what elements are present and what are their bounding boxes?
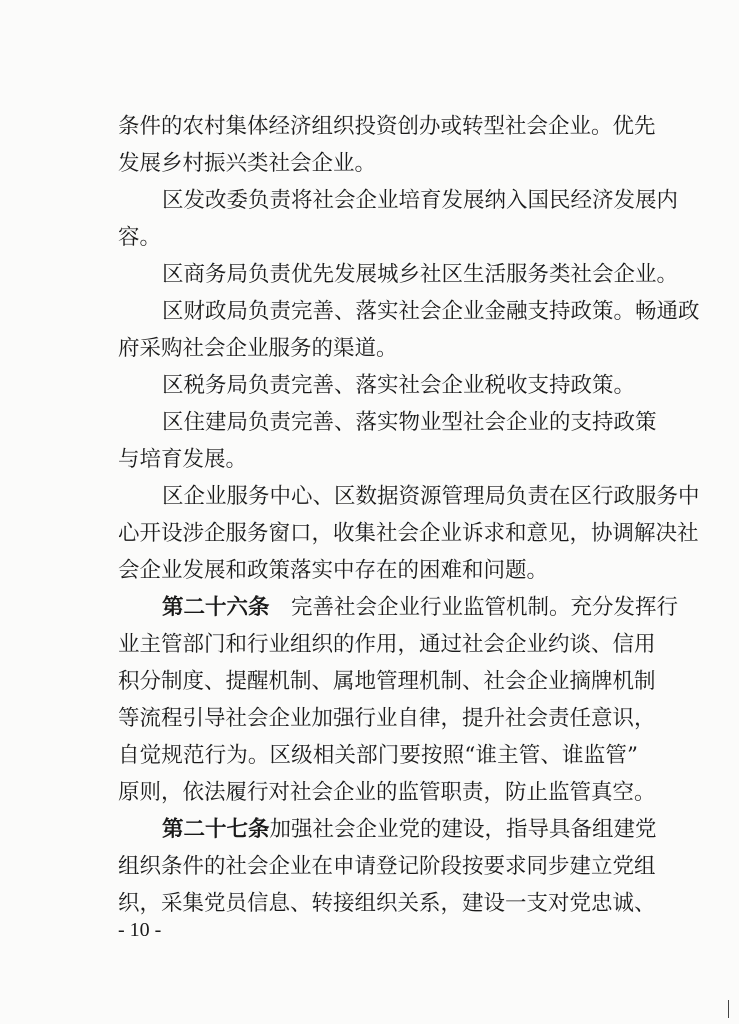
text-line-6: 区财政局负责完善、落实社会企业金融支持政策。畅通政 — [162, 299, 700, 324]
text-line-22: 织，采集党员信息、转接组织关系，建设一支对党忠诚、 — [118, 891, 656, 916]
text-line-9: 区住建局负责完善、落实物业型社会企业的支持政策 — [162, 410, 657, 435]
scan-edge-mark — [728, 1000, 729, 1018]
text-line-15: 业主管部门和行业组织的作用，通过社会企业约谈、信用 — [118, 632, 656, 657]
text-line-1: 条件的农村集体经济组织投资创办或转型社会企业。优先 — [118, 114, 656, 139]
text-line-18: 自觉规范行为。区级相关部门要按照“谁主管、谁监管” — [118, 743, 638, 768]
page-number: - 10 - — [118, 919, 162, 941]
article-27-text: 加强社会企业党的建设，指导具备组建党 — [269, 817, 657, 842]
text-line-2: 发展乡村振兴类社会企业。 — [118, 151, 377, 176]
text-line-16: 积分制度、提醒机制、属地管理机制、社会企业摘牌机制 — [118, 669, 656, 694]
text-line-11: 区企业服务中心、区数据资源管理局负责在区行政服务中 — [162, 484, 700, 509]
text-line-13: 会企业发展和政策落实中存在的困难和问题。 — [118, 558, 549, 583]
article-26-text: 完善社会企业行业监管机制。充分发挥行 — [291, 595, 679, 620]
article-26-line — [162, 593, 679, 623]
article-26-heading: 第二十六条 — [162, 595, 270, 620]
text-line-12: 心开设涉企服务窗口，收集社会企业诉求和意见，协调解决社 — [118, 521, 699, 546]
text-line-19: 原则，依法履行对社会企业的监管职责，防止监管真空。 — [118, 780, 656, 805]
text-line-21: 组织条件的社会企业在申请登记阶段按要求同步建立党组 — [118, 854, 656, 879]
text-line-4: 容。 — [118, 225, 162, 250]
text-line-8: 区税务局负责完善、落实社会企业税收支持政策。 — [162, 373, 636, 398]
article-27-heading: 第二十七条 — [162, 817, 270, 842]
text-line-5: 区商务局负责优先发展城乡社区生活服务类社会企业。 — [162, 262, 679, 287]
text-line-10: 与培育发展。 — [118, 447, 248, 472]
article-27-line — [162, 815, 657, 845]
text-line-3: 区发改委负责将社会企业培育发展纳入国民经济发展内 — [162, 188, 679, 213]
text-line-17: 等流程引导社会企业加强行业自律，提升社会责任意识， — [118, 706, 656, 731]
text-line-7: 府采购社会企业服务的渠道。 — [118, 336, 398, 361]
